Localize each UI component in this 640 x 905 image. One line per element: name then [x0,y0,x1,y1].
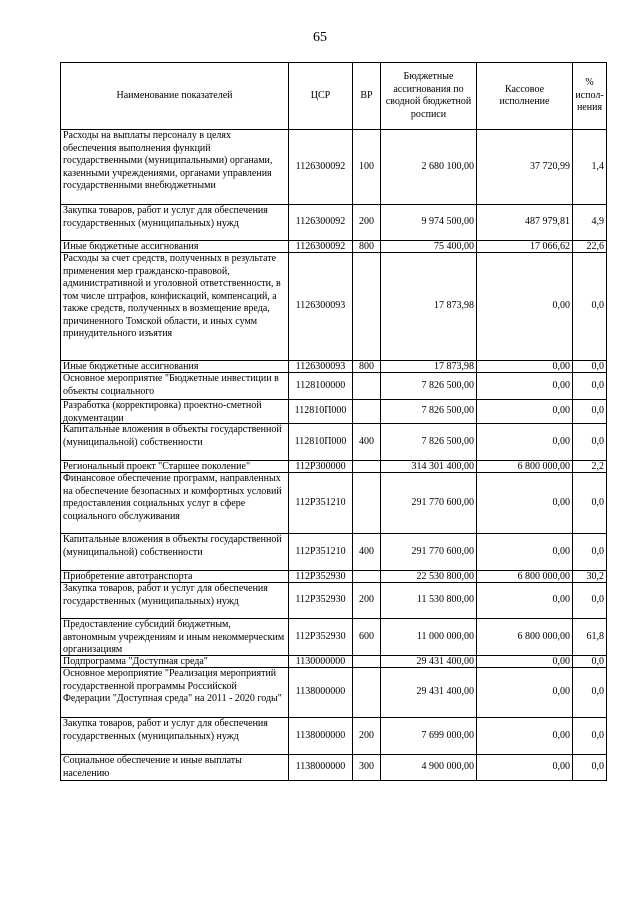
table-row [61,253,607,361]
row-csr: 112810П000 [289,400,353,424]
row-percent: 0,0 [573,361,607,373]
row-budget: 7 826 500,00 [381,373,477,400]
row-percent: 0,0 [573,534,607,571]
row-vr [353,571,381,583]
row-name: Основное мероприятие "Реализация мероприятий государственной программы Российской Федерации "Доступная среда" на 2011 - 2020 годы" [61,668,289,718]
row-csr: 112P351210 [289,473,353,534]
row-csr: 1126300093 [289,361,353,373]
table-row [61,583,607,619]
header-vr: ВР [353,63,381,130]
row-budget: 7 826 500,00 [381,424,477,461]
row-csr: 112P351210 [289,534,353,571]
table-header-row [61,63,607,130]
row-budget: 29 431 400,00 [381,656,477,668]
page-number: 65 [313,30,327,45]
row-percent: 0,0 [573,473,607,534]
table-row [61,461,607,473]
table-row [61,361,607,373]
row-vr: 800 [353,241,381,253]
row-cash: 0,00 [477,583,573,619]
row-percent: 0,0 [573,373,607,400]
row-csr: 112810П000 [289,424,353,461]
row-percent: 1,4 [573,130,607,205]
row-cash: 0,00 [477,473,573,534]
table-row [61,656,607,668]
row-percent: 0,0 [573,656,607,668]
row-cash: 0,00 [477,253,573,361]
row-csr: 1126300092 [289,205,353,241]
row-budget: 9 974 500,00 [381,205,477,241]
row-budget: 17 873,98 [381,361,477,373]
row-vr [353,400,381,424]
row-name: Расходы за счет средств, полученных в результате применения мер гражданско-правовой, административной и уголовной ответственности, в том числе штрафов, конфискаций, компенсаций, а также средств, полученных в возмещение вреда, причиненного Томской области, и иных сумм принудительного изъятия [61,253,289,361]
row-vr [353,656,381,668]
row-vr: 300 [353,755,381,781]
header-name: Наименование показателей [61,63,289,130]
row-csr: 1138000000 [289,718,353,755]
row-vr [353,253,381,361]
table-row [61,571,607,583]
table-row [61,473,607,534]
row-cash: 6 800 000,00 [477,619,573,656]
row-budget: 22 530 800,00 [381,571,477,583]
row-budget: 314 301 400,00 [381,461,477,473]
row-cash: 0,00 [477,668,573,718]
row-csr: 1126300092 [289,241,353,253]
row-name: Предоставление субсидий бюджетным, автономным учреждениям и иным некоммерческим организациям [61,619,289,656]
row-percent: 61,8 [573,619,607,656]
row-percent: 0,0 [573,755,607,781]
row-csr: 112P300000 [289,461,353,473]
table-row [61,373,607,400]
row-percent: 0,0 [573,424,607,461]
row-vr: 600 [353,619,381,656]
row-csr: 112P352930 [289,571,353,583]
table-row [61,755,607,781]
row-name: Закупка товаров, работ и услуг для обеспечения государственных (муниципальных) нужд [61,718,289,755]
row-percent: 30,2 [573,571,607,583]
header-csr: ЦСР [289,63,353,130]
row-name: Основное мероприятие "Бюджетные инвестиции в объекты социального [61,373,289,400]
row-percent: 22,6 [573,241,607,253]
row-csr: 112P352930 [289,583,353,619]
row-budget: 7 826 500,00 [381,400,477,424]
row-cash: 0,00 [477,534,573,571]
row-cash: 0,00 [477,424,573,461]
row-budget: 291 770 600,00 [381,473,477,534]
row-cash: 0,00 [477,718,573,755]
row-cash: 487 979,81 [477,205,573,241]
row-csr: 1126300092 [289,130,353,205]
row-budget: 17 873,98 [381,253,477,361]
row-percent: 4,9 [573,205,607,241]
row-name: Закупка товаров, работ и услуг для обеспечения государственных (муниципальных) нужд [61,583,289,619]
row-vr: 400 [353,424,381,461]
row-vr: 800 [353,361,381,373]
row-percent: 0,0 [573,718,607,755]
row-vr: 200 [353,718,381,755]
row-budget: 7 699 000,00 [381,718,477,755]
row-name: Разработка (корректировка) проектно-сметной документации [61,400,289,424]
row-percent: 0,0 [573,400,607,424]
row-name: Капитальные вложения в объекты государственной (муниципальной) собственности [61,534,289,571]
budget-execution-table [60,62,607,781]
row-vr [353,668,381,718]
row-csr: 112P352930 [289,619,353,656]
row-cash: 6 800 000,00 [477,571,573,583]
row-name: Приобретение автотранспорта [61,571,289,583]
header-budget: Бюджетные ассигнования по сводной бюджетной росписи [381,63,477,130]
row-name: Закупка товаров, работ и услуг для обеспечения государственных (муниципальных) нужд [61,205,289,241]
row-name: Финансовое обеспечение программ, направленных на обеспечение безопасных и комфортных условий предоставления социальных услуг в сфере социального обслуживания [61,473,289,534]
table-row [61,534,607,571]
row-csr: 1138000000 [289,668,353,718]
row-budget: 291 770 600,00 [381,534,477,571]
row-budget: 4 900 000,00 [381,755,477,781]
row-cash: 6 800 000,00 [477,461,573,473]
row-vr [353,461,381,473]
table-row [61,400,607,424]
row-percent: 0,0 [573,668,607,718]
row-budget: 29 431 400,00 [381,668,477,718]
row-vr: 200 [353,583,381,619]
row-vr: 100 [353,130,381,205]
table-row [61,424,607,461]
table-row [61,205,607,241]
row-budget: 11 000 000,00 [381,619,477,656]
table-row [61,619,607,656]
row-name: Капитальные вложения в объекты государственной (муниципальной) собственности [61,424,289,461]
row-percent: 0,0 [573,583,607,619]
table-row [61,718,607,755]
row-cash: 37 720,99 [477,130,573,205]
row-csr: 1138000000 [289,755,353,781]
row-cash: 0,00 [477,400,573,424]
row-vr: 200 [353,205,381,241]
row-cash: 0,00 [477,361,573,373]
row-name: Социальное обеспечение и иные выплаты населению [61,755,289,781]
row-name: Иные бюджетные ассигнования [61,241,289,253]
row-name: Региональный проект "Старшее поколение" [61,461,289,473]
row-csr: 1128100000 [289,373,353,400]
row-vr: 400 [353,534,381,571]
table-row [61,130,607,205]
row-csr: 1126300093 [289,253,353,361]
row-cash: 0,00 [477,755,573,781]
row-percent: 0,0 [573,253,607,361]
row-budget: 75 400,00 [381,241,477,253]
row-cash: 0,00 [477,373,573,400]
row-cash: 0,00 [477,656,573,668]
row-vr [353,373,381,400]
table-row [61,668,607,718]
row-cash: 17 066,62 [477,241,573,253]
table-row [61,241,607,253]
row-budget: 11 530 800,00 [381,583,477,619]
row-name: Подпрограмма "Доступная среда" [61,656,289,668]
row-vr [353,473,381,534]
row-percent: 2,2 [573,461,607,473]
header-percent: % испол-нения [573,63,607,130]
header-cash: Кассовое исполнение [477,63,573,130]
row-csr: 1130000000 [289,656,353,668]
row-name: Иные бюджетные ассигнования [61,361,289,373]
row-budget: 2 680 100,00 [381,130,477,205]
row-name: Расходы на выплаты персоналу в целях обеспечения выполнения функций государственными (муниципальными) органами, казенными учреждениями, органами управления государственными внебюджетными [61,130,289,205]
